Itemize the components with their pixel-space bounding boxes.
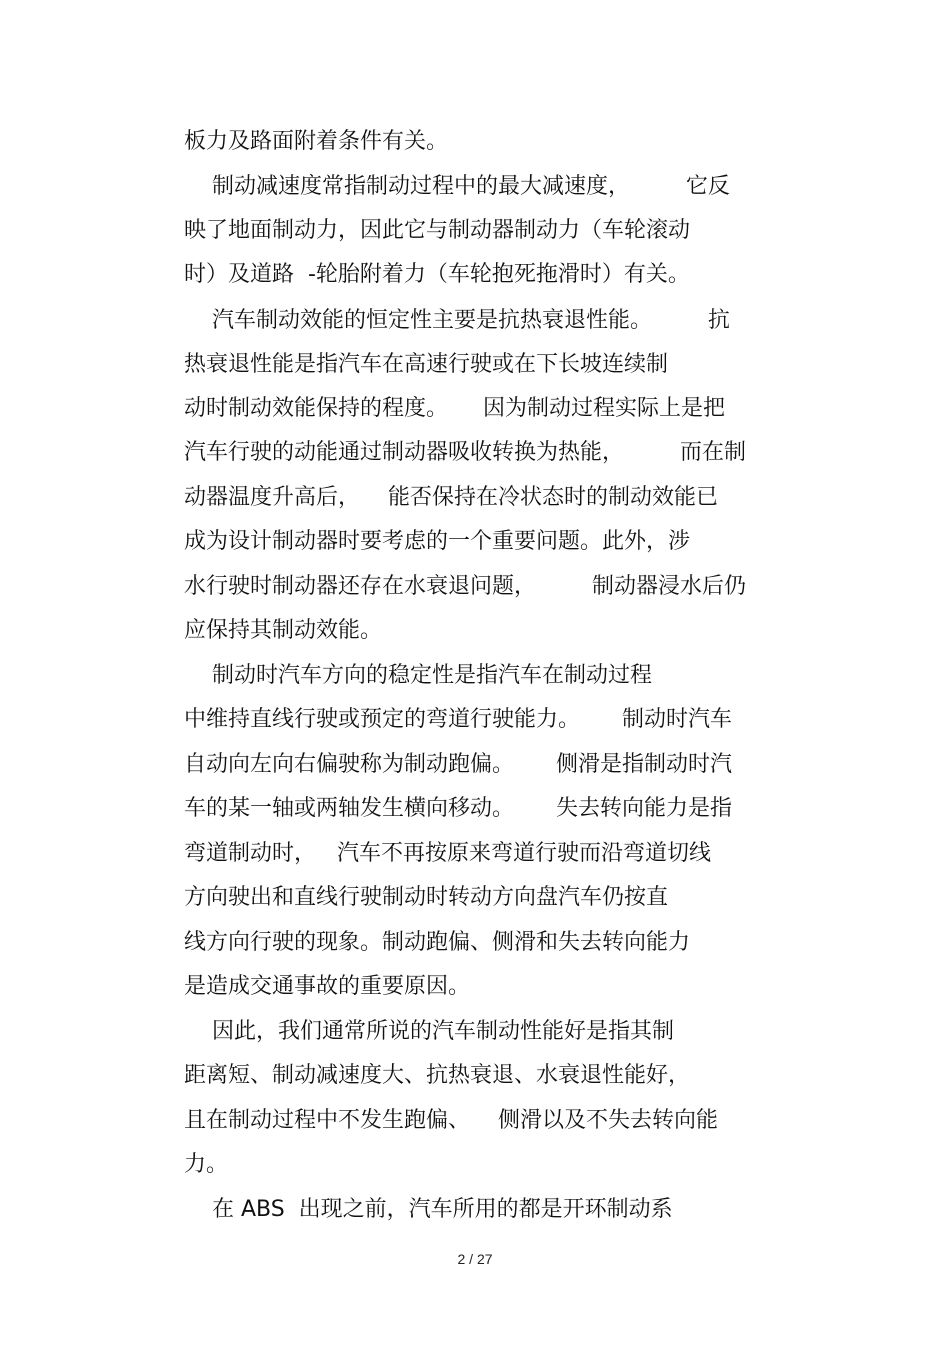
text-line: 中维持直线行驶或预定的弯道行驶能力。 制动时汽车	[184, 707, 732, 732]
page-number: 2 / 27	[457, 1251, 493, 1267]
text-line: 制动减速度常指制动过程中的最大减速度， 它反	[184, 174, 730, 199]
text-line: 在 ABS 出现之前，汽车所用的都是开环制动系	[184, 1197, 673, 1222]
text-line: 动器温度升高后， 能否保持在冷状态时的制动效能已	[184, 485, 718, 510]
text-line: 距离短、制动减速度大、抗热衰退、水衰退性能好，	[184, 1063, 691, 1088]
text-line: 汽车行驶的动能通过制动器吸收转换为热能， 而在制	[184, 440, 746, 465]
text-line: 线方向行驶的现象。制动跑偏、侧滑和失去转向能力	[184, 930, 691, 955]
text-line: 成为设计制动器时要考虑的一个重要问题。此外，涉	[184, 529, 691, 554]
text-line: 车的某一轴或两轴发生横向移动。 失去转向能力是指	[184, 796, 732, 821]
text-line: 应保持其制动效能。	[184, 618, 383, 643]
text-line: 制动时汽车方向的稳定性是指汽车在制动过程	[184, 663, 652, 688]
text-line: 因此，我们通常所说的汽车制动性能好是指其制	[184, 1019, 674, 1044]
text-line: 方向驶出和直线行驶制动时转动方向盘汽车仍按直	[184, 885, 669, 910]
text-line: 映了地面制动力，因此它与制动器制动力（车轮滚动	[184, 218, 691, 243]
text-line: 力。	[184, 1152, 229, 1177]
text-line: 弯道制动时， 汽车不再按原来弯道行驶而沿弯道切线	[184, 841, 711, 866]
text-line: 时）及道路 -轮胎附着力（车轮抱死拖滑时）有关。	[184, 262, 690, 287]
text-line: 动时制动效能保持的程度。 因为制动过程实际上是把	[184, 396, 725, 421]
text-line: 板力及路面附着条件有关。	[184, 129, 449, 154]
text-line: 汽车制动效能的恒定性主要是抗热衰退性能。 抗	[184, 308, 730, 333]
text-line: 是造成交通事故的重要原因。	[184, 974, 471, 999]
text-line: 且在制动过程中不发生跑偏、 侧滑以及不失去转向能	[184, 1108, 718, 1133]
text-line: 热衰退性能是指汽车在高速行驶或在下长坡连续制	[184, 352, 669, 377]
text-line: 水行驶时制动器还存在水衰退问题， 制动器浸水后仍	[184, 574, 746, 599]
text-line: 自动向左向右偏驶称为制动跑偏。 侧滑是指制动时汽	[184, 752, 732, 777]
